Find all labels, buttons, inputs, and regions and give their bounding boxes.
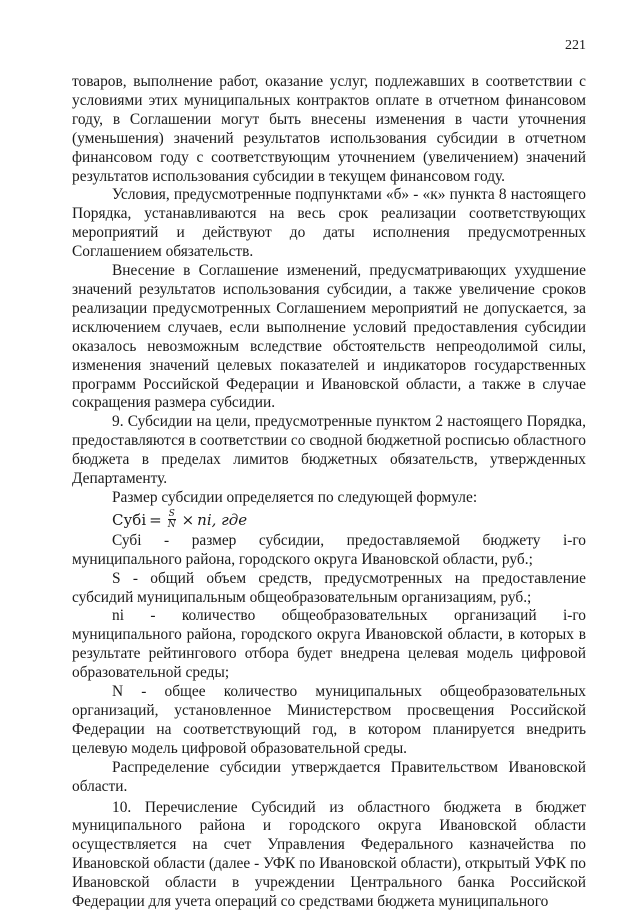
paragraph: ni - количество общеобразовательных организаций i-го муниципального района, городского округа Ивановской области, в которых в результате рейтингового отбора будет внедрена целевая модель цифровой образовательной среды; — [72, 607, 586, 682]
paragraph: Субi - размер субсидии, предоставляемой бюджету i-го муниципального района, городского округа Ивановской области, руб.; — [72, 531, 586, 568]
paragraph: S - общий объем средств, предусмотренных на предоставление субсидий муниципальным общеобразовательным организациям, руб.; — [72, 569, 586, 606]
formula-times: × — [181, 510, 195, 529]
page-number: 221 — [565, 38, 586, 53]
paragraph: Размер субсидии определяется по следующей формуле: — [112, 488, 478, 506]
document-body — [72, 73, 586, 912]
formula-numerator: S — [168, 509, 175, 520]
subsidy-formula — [72, 508, 586, 532]
paragraph: Условия, предусмотренные подпунктами «б» - «к» пункта 8 настоящего Порядка, устанавливаются на весь срок реализации соответствующих мероприятий и действуют до даты исполнения предусмотренных Соглашением обязательств. — [72, 186, 586, 261]
paragraph: 9. Субсидии на цели, предусмотренные пунктом 2 настоящего Порядка, предоставляются в соответствии со сводной бюджетной росписью областного бюджета в пределах лимитов бюджетных обязательств, утвержденных Департаменту. — [72, 413, 586, 488]
formula-fraction — [167, 509, 177, 530]
formula-lhs: Субi — [112, 510, 147, 529]
paragraph: Внесение в Соглашение изменений, предусматривающих ухудшение значений результатов использования субсидии, а также увеличение сроков реализации предусмотренных Соглашением мероприятий не допускается, за исключением случаев, если выполнение условий предоставления субсидии оказалось невозможным вследствие обстоятельств непреодолимой силы, изменения значений целевых показателей и индикаторов государственных программ Российской Федерации и Ивановской области, а также в случае сокращения размера субсидии. — [72, 262, 586, 412]
paragraph: Распределение субсидии утверждается Правительством Ивановской области. — [72, 758, 586, 795]
paragraph: N - общее количество муниципальных общеобразовательных организаций, установленное Министерством просвещения Российской Федерации на соответствующий год, в котором планируется внедрить целевую модель цифровой образовательной среды. — [72, 683, 586, 757]
paragraph: товаров, выполнение работ, оказание услуг, подлежавших в соответствии с условиями этих муниципальных контрактов оплате в отчетном финансовом году, в Соглашении могут быть внесены изменения в части уточнения (уменьшения) значений результатов использования субсидии в отчетном финансовом году с соответствующим уточнением (увеличением) значений результатов использования субсидии в текущем финансовом году. — [72, 73, 586, 185]
formula-rhs: ni — [197, 510, 212, 529]
formula-suffix: , где — [211, 510, 248, 529]
formula-equals: = — [149, 510, 162, 529]
paragraph: 10. Перечисление Субсидий из областного бюджета в бюджет муниципального района и городского округа Ивановской области осуществляется на счет Управления Федерального казначейства по Ивановской области (далее - УФК по Ивановской области), открытый УФК по Ивановской области в учреждении Центрального банка Российской Федерации для учета операций со средствами бюджета муниципального — [72, 798, 586, 911]
formula-denominator: N — [167, 520, 176, 531]
